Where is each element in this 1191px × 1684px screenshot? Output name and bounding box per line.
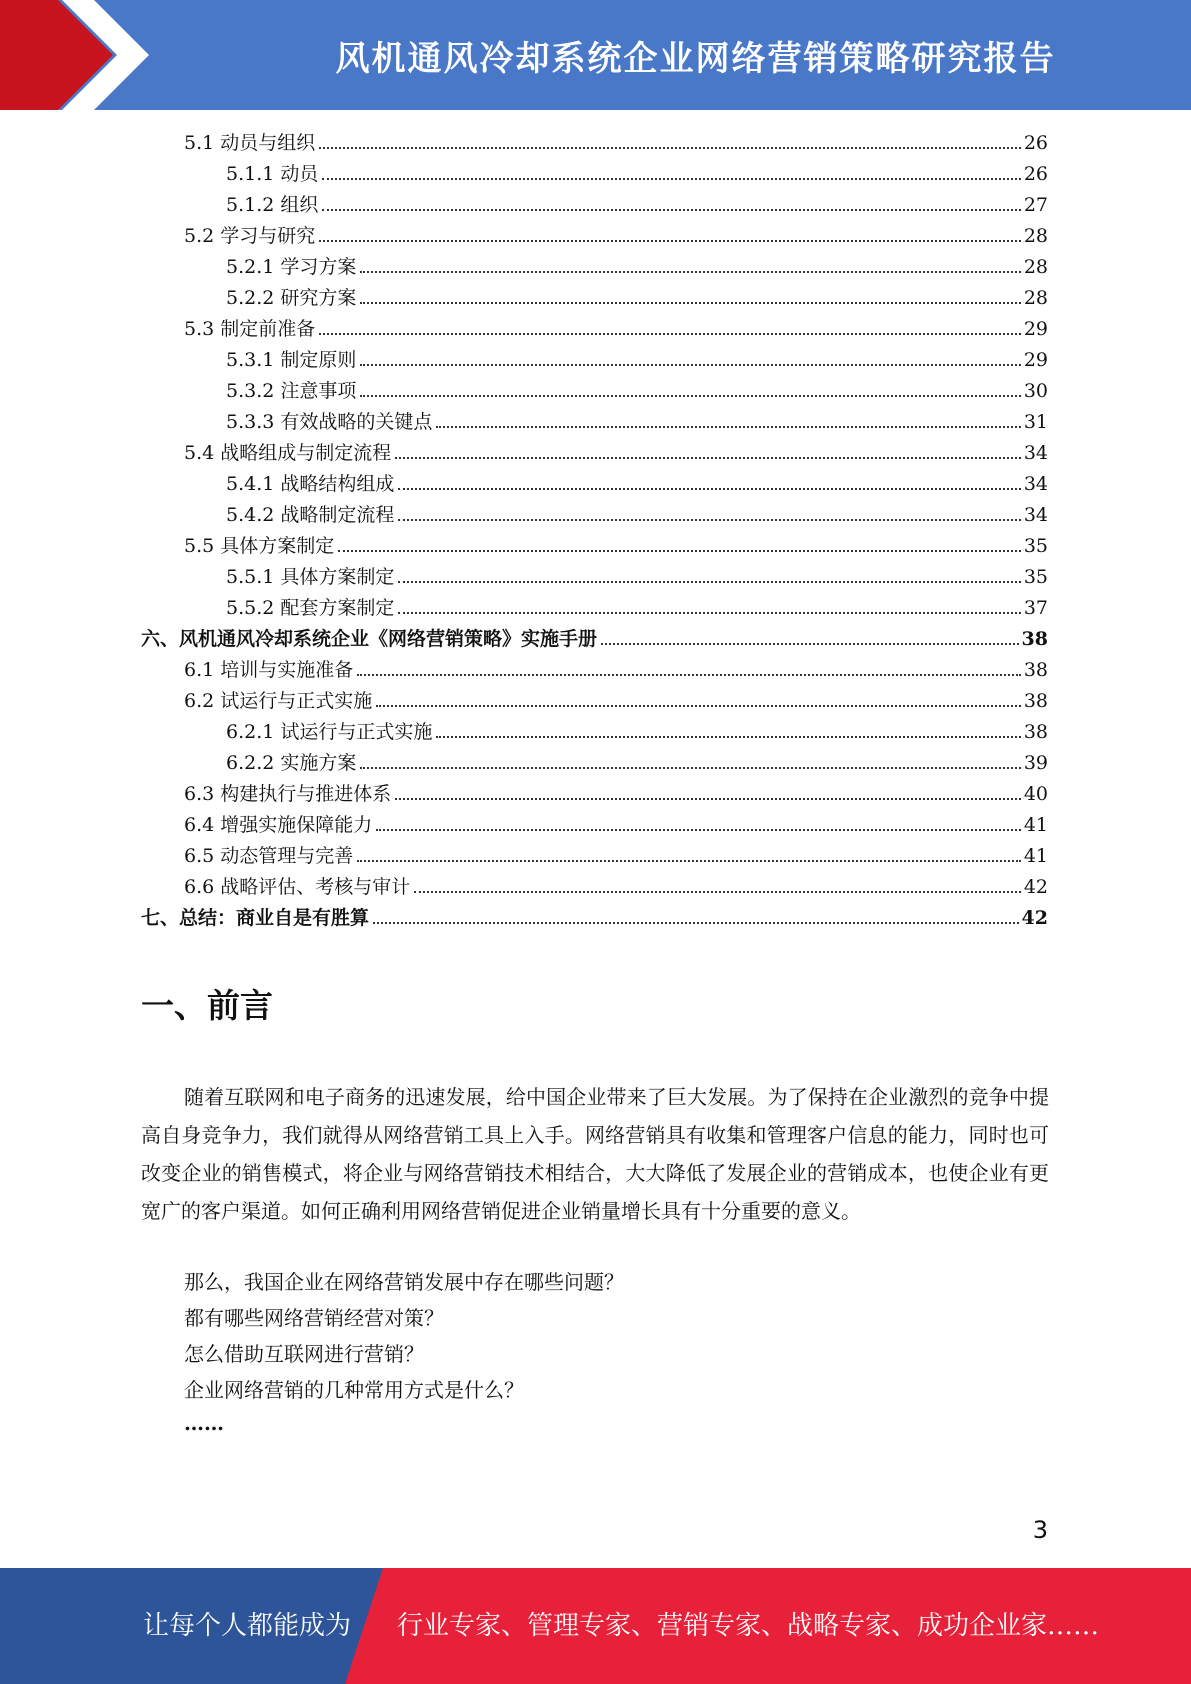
- toc-entry-page: 42: [1021, 907, 1048, 929]
- toc-dot-leader: [360, 364, 1020, 366]
- toc-dot-leader: [601, 643, 1019, 645]
- toc-entry-label: 5.1 动员与组织: [184, 132, 316, 154]
- toc-dot-leader: [360, 302, 1020, 304]
- toc-entry-label: 5.4.1 战略结构组成: [226, 473, 395, 495]
- toc-entry-page: 28: [1023, 287, 1048, 309]
- toc-entry-page: 28: [1023, 256, 1048, 278]
- toc-entry-page: 34: [1023, 442, 1048, 464]
- toc-entry-page: 37: [1023, 597, 1048, 619]
- toc-entry[interactable]: [226, 345, 1048, 376]
- toc-entry-label: 6.2 试运行与正式实施: [184, 690, 373, 712]
- toc-entry-label: 5.5 具体方案制定: [184, 535, 335, 557]
- toc-entry-page: 38: [1023, 690, 1048, 712]
- toc-entry-label: 5.2.2 研究方案: [226, 287, 357, 309]
- toc-entry-page: 29: [1023, 318, 1048, 340]
- toc-entry-page: 27: [1023, 194, 1048, 216]
- intro-paragraph: 随着互联网和电子商务的迅速发展，给中国企业带来了巨大发展。为了保持在企业激烈的竞争中提高自身竞争力，我们就得从网络营销工具上入手。网络营销具有收集和管理客户信息的能力，同时也可改变企业的销售模式，将企业与网络营销技术相结合，大大降低了发展企业的营销成本，也使企业有更宽广的客户渠道。如何正确利用网络营销促进企业销量增长具有十分重要的意义。: [141, 1085, 1049, 1223]
- toc-dot-leader: [398, 519, 1020, 521]
- toc-dot-leader: [322, 178, 1020, 180]
- question-item: 企业网络营销的几种常用方式是什么？: [184, 1378, 524, 1402]
- toc-dot-leader: [436, 426, 1020, 428]
- toc-entry[interactable]: [184, 841, 1048, 872]
- question-item: 都有哪些网络营销经营对策？: [184, 1306, 444, 1330]
- toc-entry[interactable]: [141, 624, 1048, 655]
- toc-entry[interactable]: [184, 531, 1048, 562]
- toc-entry-page: 42: [1023, 876, 1048, 898]
- toc-dot-leader: [319, 240, 1021, 242]
- toc-entry-page: 38: [1023, 721, 1048, 743]
- question-list: [184, 1264, 624, 1438]
- toc-entry-page: 28: [1023, 225, 1048, 247]
- toc-entry[interactable]: [226, 159, 1048, 190]
- question-item: 怎么借助互联网进行营销？: [184, 1342, 424, 1366]
- toc-entry-page: 41: [1023, 845, 1048, 867]
- toc-entry[interactable]: [226, 500, 1048, 531]
- toc-entry[interactable]: [184, 128, 1048, 159]
- toc-entry[interactable]: [184, 810, 1048, 841]
- toc-entry[interactable]: [226, 407, 1048, 438]
- question-item: 那么，我国企业在网络营销发展中存在哪些问题？: [184, 1270, 624, 1294]
- toc-entry[interactable]: [184, 314, 1048, 345]
- toc-entry[interactable]: [184, 686, 1048, 717]
- toc-entry-page: 30: [1023, 380, 1048, 402]
- toc-entry-label: 6.3 构建执行与推进体系: [184, 783, 392, 805]
- header-title: 风机通风冷却系统企业网络营销策略研究报告: [335, 38, 1056, 79]
- page-number: 3: [1032, 1516, 1048, 1544]
- toc-dot-leader: [376, 829, 1021, 831]
- section-heading: 一、前言: [141, 986, 273, 1025]
- toc-entry-label: 5.3 制定前准备: [184, 318, 316, 340]
- toc-entry-page: 31: [1023, 411, 1048, 433]
- toc-dot-leader: [338, 550, 1021, 552]
- toc-entry-label: 5.2 学习与研究: [184, 225, 316, 247]
- toc-dot-leader: [395, 798, 1021, 800]
- toc-entry-label: 5.1.1 动员: [226, 163, 319, 185]
- toc-entry-page: 40: [1023, 783, 1048, 805]
- toc-entry-label: 6.2.1 试运行与正式实施: [226, 721, 433, 743]
- toc-dot-leader: [436, 736, 1020, 738]
- toc-entry-page: 38: [1021, 628, 1048, 650]
- toc-dot-leader: [357, 674, 1021, 676]
- toc-entry-page: 38: [1023, 659, 1048, 681]
- page-footer: [0, 1568, 1191, 1684]
- footer-slogan-right: 行业专家、管理专家、营销专家、战略专家、成功企业家……: [397, 1611, 1100, 1641]
- toc-entry-label: 七、总结：商业自是有胜算: [141, 907, 370, 929]
- toc-entry-label: 6.4 增强实施保障能力: [184, 814, 373, 836]
- toc-entry[interactable]: [226, 562, 1048, 593]
- toc-entry-page: 35: [1023, 535, 1048, 557]
- toc-entry[interactable]: [184, 655, 1048, 686]
- toc-entry[interactable]: [141, 903, 1048, 934]
- toc-dot-leader: [360, 271, 1020, 273]
- toc-dot-leader: [360, 767, 1020, 769]
- toc-entry[interactable]: [184, 438, 1048, 469]
- toc-entry-label: 5.5.2 配套方案制定: [226, 597, 395, 619]
- toc-entry[interactable]: [184, 872, 1048, 903]
- toc-dot-leader: [398, 581, 1020, 583]
- toc-dot-leader: [376, 705, 1021, 707]
- toc-entry[interactable]: [226, 717, 1048, 748]
- page-header: [0, 0, 1191, 110]
- toc-entry-label: 6.1 培训与实施准备: [184, 659, 354, 681]
- toc-dot-leader: [373, 922, 1019, 924]
- toc-entry-page: 26: [1023, 132, 1048, 154]
- toc-entry-page: 41: [1023, 814, 1048, 836]
- toc-dot-leader: [319, 147, 1021, 149]
- toc-entry-label: 5.1.2 组织: [226, 194, 319, 216]
- toc-entry-page: 26: [1023, 163, 1048, 185]
- toc-entry-label: 5.4 战略组成与制定流程: [184, 442, 392, 464]
- toc-dot-leader: [395, 457, 1021, 459]
- toc-dot-leader: [322, 209, 1020, 211]
- toc-entry[interactable]: [226, 593, 1048, 624]
- toc-entry[interactable]: [226, 748, 1048, 779]
- toc-entry-label: 5.4.2 战略制定流程: [226, 504, 395, 526]
- toc-dot-leader: [360, 395, 1020, 397]
- toc-entry-label: 6.2.2 实施方案: [226, 752, 357, 774]
- ellipsis: ……: [184, 1411, 224, 1435]
- toc-entry[interactable]: [184, 779, 1048, 810]
- toc-entry[interactable]: [226, 190, 1048, 221]
- toc-entry-page: 34: [1023, 473, 1048, 495]
- toc-entry-label: 6.5 动态管理与完善: [184, 845, 354, 867]
- toc-entry[interactable]: [184, 221, 1048, 252]
- toc-entry-page: 34: [1023, 504, 1048, 526]
- toc-entry-page: 35: [1023, 566, 1048, 588]
- toc-entry-label: 5.3.2 注意事项: [226, 380, 357, 402]
- toc-entry-page: 29: [1023, 349, 1048, 371]
- toc-entry-label: 5.3.1 制定原则: [226, 349, 357, 371]
- toc-entry[interactable]: [226, 283, 1048, 314]
- toc-entry-label: 5.3.3 有效战略的关键点: [226, 411, 433, 433]
- header-chevron-graphic: [0, 0, 160, 110]
- toc-entry-label: 6.6 战略评估、考核与审计: [184, 876, 411, 898]
- toc-entry-label: 六、风机通风冷却系统企业《网络营销策略》实施手册: [141, 628, 598, 650]
- toc-entry-label: 5.5.1 具体方案制定: [226, 566, 395, 588]
- toc-dot-leader: [414, 891, 1021, 893]
- toc-dot-leader: [398, 488, 1020, 490]
- footer-slogan-left: 让每个人都能成为: [143, 1611, 352, 1641]
- toc-dot-leader: [398, 612, 1020, 614]
- toc-dot-leader: [319, 333, 1021, 335]
- toc-entry[interactable]: [226, 376, 1048, 407]
- toc-entry[interactable]: [226, 252, 1048, 283]
- toc-dot-leader: [357, 860, 1021, 862]
- toc-entry-page: 39: [1023, 752, 1048, 774]
- toc-entry-label: 5.2.1 学习方案: [226, 256, 357, 278]
- toc-entry[interactable]: [226, 469, 1048, 500]
